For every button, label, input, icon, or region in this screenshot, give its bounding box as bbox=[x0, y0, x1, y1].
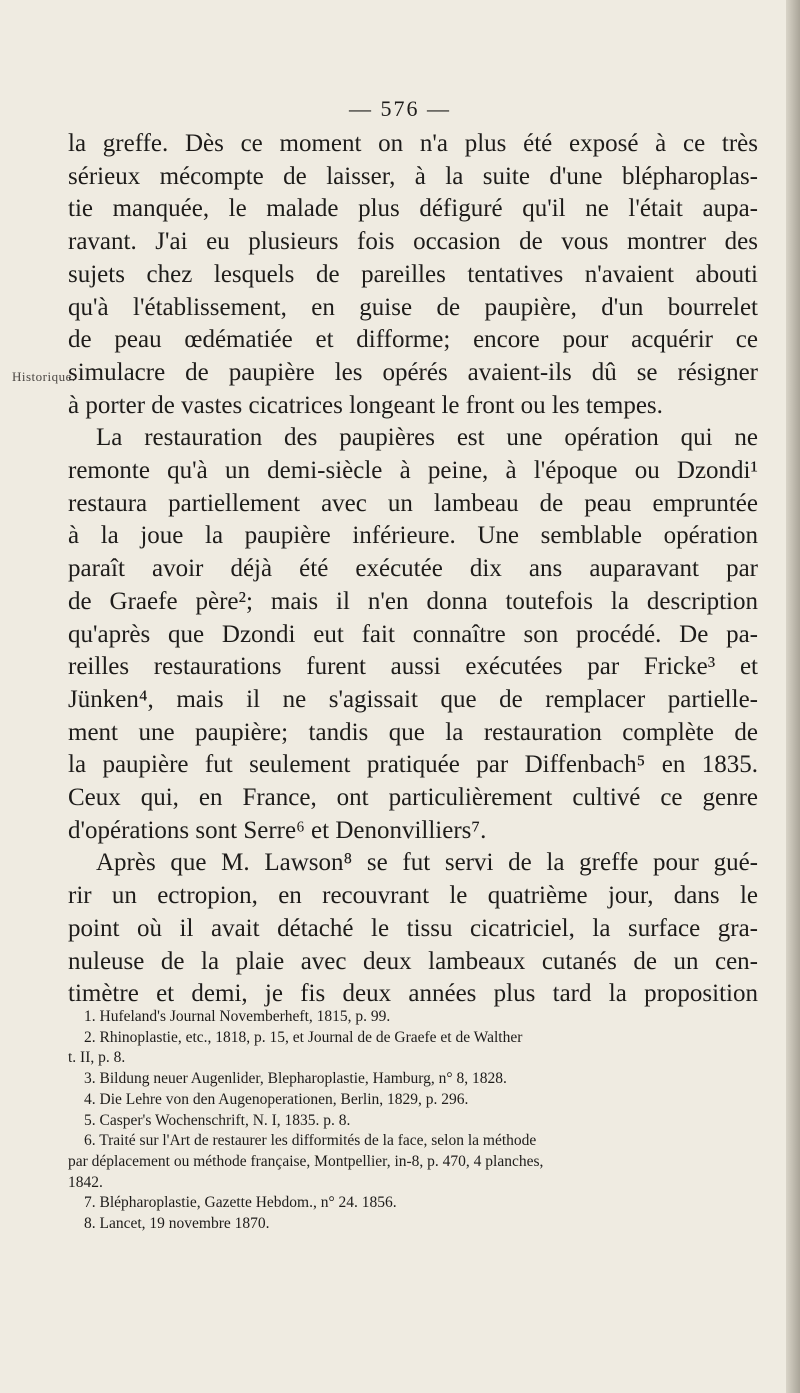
footnote: 1842. bbox=[68, 1173, 103, 1191]
body-text bbox=[68, 128, 758, 1011]
body-line: Jünken⁴, mais il ne s'agissait que de remplacer partielle- bbox=[68, 685, 758, 713]
body-line: à porter de vastes cicatrices longeant le front ou les tempes. bbox=[68, 391, 663, 419]
body-line: la greffe. Dès ce moment on n'a plus été exposé à ce très bbox=[68, 130, 758, 157]
body-line: tie manquée, le malade plus défiguré qu'il ne l'était aupa- bbox=[68, 195, 758, 223]
footnote: 7. Blépharoplastie, Gazette Hebdom., n° 24. 1856. bbox=[84, 1194, 397, 1212]
body-line: simulacre de paupière les opérés avaient-ils dû se résigner bbox=[68, 358, 758, 386]
body-line: à la joue la paupière inférieure. Une semblable opération bbox=[68, 522, 758, 550]
footnote: 3. Bildung neuer Augenlider, Blepharoplastie, Hamburg, n° 8, 1828. bbox=[84, 1070, 507, 1088]
footnote: par déplacement ou méthode française, Montpellier, in-8, p. 470, 4 planches, bbox=[68, 1152, 544, 1170]
body-line: paraît avoir déjà été exécutée dix ans auparavant par bbox=[68, 555, 758, 583]
page-number: — 576 — bbox=[349, 96, 451, 121]
body-line: ravant. J'ai eu plusieurs fois occasion de vous montrer des bbox=[68, 228, 758, 256]
body-line: qu'à l'établissement, en guise de paupière, d'un bourrelet bbox=[68, 293, 758, 321]
footnotes bbox=[68, 1007, 758, 1235]
margin-note: Historique. bbox=[12, 369, 76, 384]
body-line: remonte qu'à un demi-siècle à peine, à l'époque ou Dzondi¹ bbox=[68, 457, 758, 485]
body-line: rir un ectropion, en recouvrant le quatrième jour, dans le bbox=[68, 882, 758, 910]
footnote: 8. Lancet, 19 novembre 1870. bbox=[84, 1215, 270, 1233]
body-line: de peau œdématiée et difforme; encore pour acquérir ce bbox=[68, 326, 758, 354]
body-line: nuleuse de la plaie avec deux lambeaux cutanés de un cen- bbox=[68, 947, 758, 975]
footnote: 2. Rhinoplastie, etc., 1818, p. 15, et Journal de de Graefe et de Walther bbox=[84, 1028, 523, 1046]
footnote: t. II, p. 8. bbox=[68, 1049, 126, 1067]
body-line: la paupière fut seulement pratiquée par Diffenbach⁵ en 1835. bbox=[68, 751, 758, 779]
footnote: 5. Casper's Wochenschrift, N. I, 1835. p. 8. bbox=[84, 1111, 351, 1129]
body-line: de Graefe père²; mais il n'en donna toutefois la description bbox=[68, 587, 758, 615]
page-edge bbox=[786, 0, 800, 1393]
body-line: qu'après que Dzondi eut fait connaître son procédé. De pa- bbox=[68, 620, 758, 648]
body-line: restaura partiellement avec un lambeau de peau empruntée bbox=[68, 489, 758, 517]
body-line: ment une paupière; tandis que la restauration complète de bbox=[68, 718, 758, 746]
body-line: La restauration des paupières est une opération qui ne bbox=[96, 424, 758, 452]
footnote: 4. Die Lehre von den Augenoperationen, Berlin, 1829, p. 296. bbox=[84, 1090, 469, 1108]
footnote: 6. Traité sur l'Art de restaurer les difformités de la face, selon la méthode bbox=[84, 1132, 537, 1150]
body-line: sujets chez lesquels de pareilles tentatives n'avaient abouti bbox=[68, 260, 758, 288]
footnote: 1. Hufeland's Journal Novemberheft, 1815, p. 99. bbox=[84, 1008, 391, 1025]
body-line: Ceux qui, en France, ont particulièrement cultivé ce genre bbox=[68, 784, 758, 812]
body-line: timètre et demi, je fis deux années plus tard la proposition bbox=[68, 980, 758, 1008]
body-line: d'opérations sont Serre⁶ et Denonvilliers⁷. bbox=[68, 816, 487, 844]
body-line: reilles restaurations furent aussi exécutées par Fricke³ et bbox=[68, 653, 758, 681]
body-line: point où il avait détaché le tissu cicatriciel, la surface gra- bbox=[68, 914, 758, 942]
body-line: Après que M. Lawson⁸ se fut servi de la greffe pour gué- bbox=[96, 849, 758, 877]
body-line: sérieux mécompte de laisser, à la suite d'une blépharoplas- bbox=[68, 162, 758, 190]
